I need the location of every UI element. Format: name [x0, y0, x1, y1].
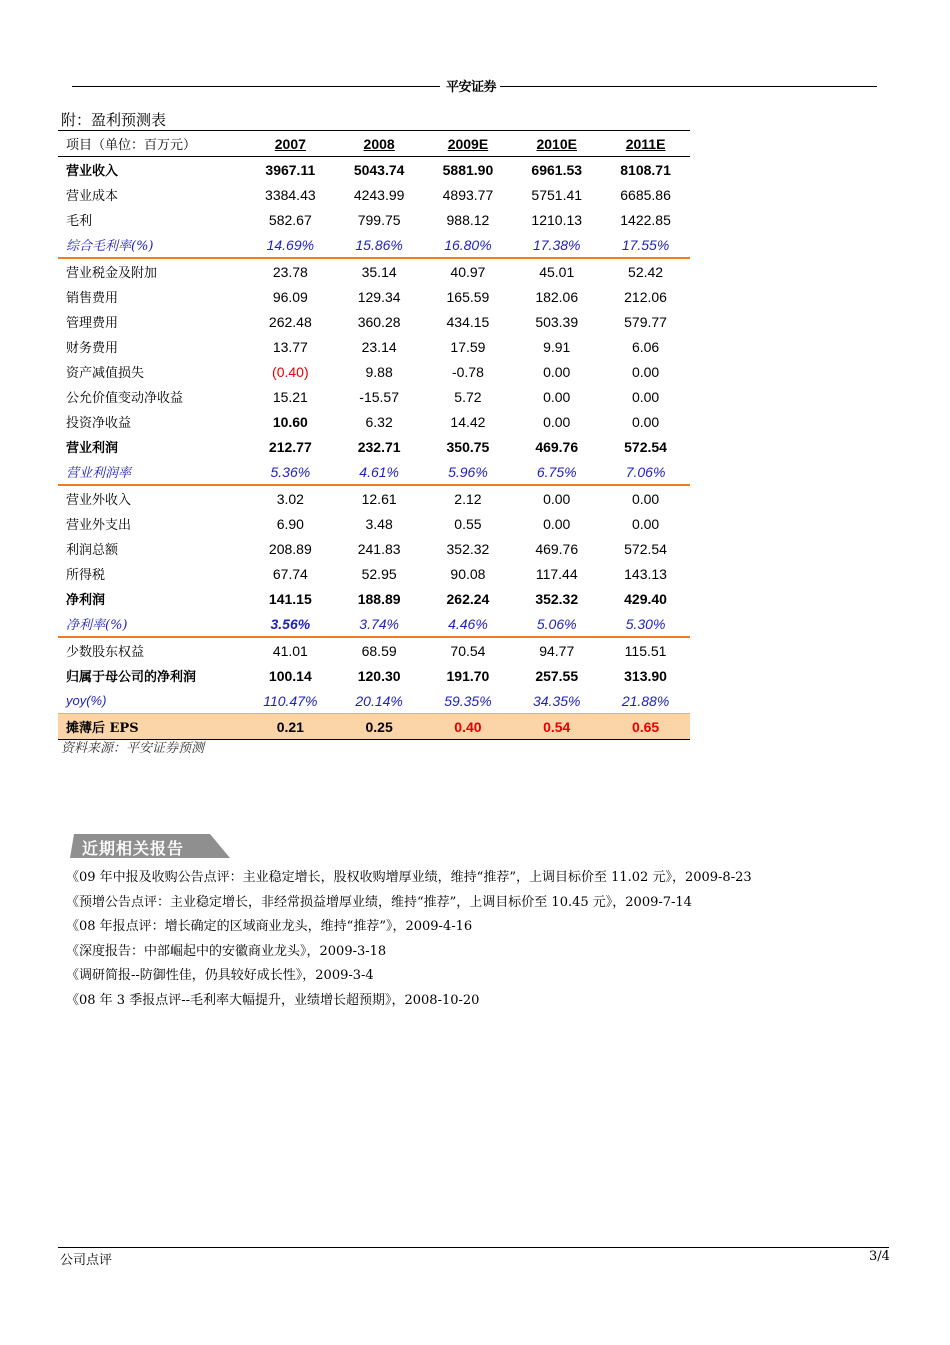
cell: 0.00: [543, 413, 571, 430]
cell: 988.12: [446, 211, 490, 228]
cell: 257.55: [535, 667, 579, 684]
row-label: 销售费用: [66, 291, 119, 306]
cell: 1422.85: [620, 211, 671, 228]
cell: 23.78: [246, 258, 335, 284]
report-link[interactable]: 《08 年报点评：增长确定的区域商业龙头，维持“推荐”》，2009-4-16: [66, 919, 473, 934]
table-row: [58, 561, 690, 586]
cell: 188.89: [357, 590, 401, 607]
row-label: 归属于母公司的净利润: [66, 670, 197, 685]
cell: 165.59: [446, 288, 490, 305]
cell: 0.54: [512, 714, 601, 740]
cell: 117.44: [535, 565, 578, 582]
table-source-note: 资料来源：平安证券预测: [61, 741, 205, 756]
year-header: 2009E: [447, 135, 489, 152]
cell: 0.00: [512, 485, 601, 511]
cell: 5.30%: [625, 615, 666, 632]
related-reports-list: [66, 866, 752, 1013]
report-link[interactable]: 《预增公告点评：主业稳定增长，非经常损益增厚业绩，维持“推荐”，上调目标价至 10.45 元》，2009-7-14: [66, 894, 692, 910]
eps-row: [58, 714, 690, 740]
row-label: 综合毛利率(%): [66, 239, 154, 254]
table-row: [58, 334, 690, 359]
table-row: [58, 586, 690, 611]
cell: 5.72: [454, 388, 482, 405]
cell: 21.88%: [601, 688, 690, 714]
cell: 10.60: [272, 413, 308, 430]
cell: 352.32: [446, 540, 490, 557]
row-label: 资产减值损失: [66, 366, 145, 381]
footer-rule: [58, 1247, 889, 1248]
year-header: 2008: [363, 135, 395, 152]
cell: 262.24: [446, 590, 490, 607]
cell: 313.90: [624, 667, 667, 684]
table-row: [58, 284, 690, 309]
brand-logo: 平安证券: [446, 80, 497, 95]
cell: 0.00: [631, 388, 660, 405]
cell: 20.14%: [335, 688, 424, 714]
row-label: 净利润: [66, 593, 106, 608]
cell: 96.09: [272, 288, 308, 305]
cell: 6.90: [276, 515, 304, 532]
footer-doc-type: 公司点评: [60, 1253, 113, 1268]
cell: -15.57: [359, 388, 399, 405]
cell: 59.35%: [424, 688, 513, 714]
cell: 6685.86: [620, 186, 671, 203]
cell: 0.00: [543, 388, 571, 405]
section-heading-text: 近期相关报告: [82, 839, 185, 858]
row-label: 公允价值变动净收益: [66, 391, 184, 406]
cell: 0.00: [631, 413, 660, 430]
cell: 129.34: [357, 288, 401, 305]
report-link[interactable]: 《09 年中报及收购公告点评：主业稳定增长，股权收购增厚业绩，维持“推荐”，上调目标价至 11.02 元》，2009-8-23: [66, 870, 752, 885]
cell: 9.88: [365, 363, 393, 380]
cell: 17.38%: [532, 236, 581, 253]
table-row: [58, 207, 690, 232]
report-link[interactable]: 《调研简报--防御性佳，仍具较好成长性》，2009-3-4: [66, 968, 374, 983]
table-row: [58, 182, 690, 207]
cell: 4.61%: [359, 463, 399, 480]
cell: 17.59: [450, 338, 486, 355]
row-label: 财务费用: [66, 341, 119, 356]
cell: 3384.43: [265, 186, 316, 203]
cell: 6.32: [365, 413, 393, 430]
row-label: 净利率(%): [66, 618, 128, 633]
cell: 262.48: [268, 313, 312, 330]
cell: 41.01: [246, 637, 335, 663]
cell: 141.15: [268, 590, 312, 607]
row-label: 营业税金及附加: [58, 258, 246, 284]
table-row: [58, 258, 690, 284]
table-row: [58, 409, 690, 434]
cell: 5.06%: [536, 615, 577, 632]
earnings-forecast-table: [58, 130, 690, 740]
row-label: 利润总额: [66, 543, 119, 558]
table-row: [58, 536, 690, 561]
cell: 0.21: [246, 714, 335, 740]
cell: (0.40): [272, 363, 309, 380]
cell: 52.42: [601, 258, 690, 284]
cell: 13.77: [272, 338, 308, 355]
header-rule-right: [500, 86, 877, 87]
row-label: 营业外收入: [58, 485, 246, 511]
cell: 40.97: [424, 258, 513, 284]
cell: 9.91: [543, 338, 571, 355]
table-row: [58, 384, 690, 409]
table-row: [58, 232, 690, 258]
cell: 7.06%: [625, 463, 666, 480]
table-title: 附：盈利预测表: [61, 111, 167, 129]
cell: 0.65: [601, 714, 690, 740]
table-row: [58, 688, 690, 714]
cell: 0.00: [631, 515, 660, 532]
cell: 241.83: [357, 540, 401, 557]
cell: 6961.53: [531, 161, 583, 178]
cell: 1210.13: [531, 211, 583, 228]
table-row: [58, 611, 690, 637]
cell: 3.74%: [359, 615, 399, 632]
cell: 572.54: [624, 438, 667, 455]
cell: 469.76: [535, 540, 579, 557]
row-label: 所得税: [66, 568, 106, 583]
cell: 360.28: [357, 313, 401, 330]
cell: 212.77: [268, 438, 312, 455]
cell: 5043.74: [353, 161, 405, 178]
cell: 5881.90: [442, 161, 494, 178]
cell: 35.14: [335, 258, 424, 284]
header-rule-left: [72, 86, 440, 87]
cell: 67.74: [272, 565, 308, 582]
year-header: 2011E: [625, 135, 666, 152]
row-label: 营业利润: [66, 441, 119, 456]
cell: 52.95: [361, 565, 397, 582]
report-link[interactable]: 《08 年 3 季报点评--毛利率大幅提升，业绩增长超预期》，2008-10-20: [66, 992, 480, 1008]
cell: 434.15: [446, 313, 490, 330]
cell: 68.59: [335, 637, 424, 663]
cell: 352.32: [535, 590, 579, 607]
cell: 8108.71: [620, 161, 671, 178]
table-row: [58, 511, 690, 536]
table-row: [58, 359, 690, 384]
cell: 582.67: [268, 211, 312, 228]
year-header: 2007: [274, 135, 306, 152]
cell: 429.40: [624, 590, 667, 607]
cell: 182.06: [535, 288, 579, 305]
table-header-row: [58, 131, 690, 157]
row-label: 毛利: [66, 214, 93, 229]
cell: 14.42: [450, 413, 486, 430]
row-label: yoy(%): [58, 688, 246, 714]
cell: 45.01: [512, 258, 601, 284]
row-label: 营业成本: [66, 189, 119, 204]
cell: 16.80%: [444, 236, 492, 253]
cell: 120.30: [357, 667, 401, 684]
table-row: [58, 157, 690, 183]
table-row: [58, 434, 690, 459]
table-row: [58, 637, 690, 663]
cell: 4.46%: [448, 615, 488, 632]
cell: 0.00: [631, 363, 660, 380]
cell: 0.40: [424, 714, 513, 740]
cell: 15.21: [272, 388, 308, 405]
table-row: [58, 459, 690, 485]
cell: 4893.77: [442, 186, 494, 203]
cell: 212.06: [624, 288, 667, 305]
cell: 12.61: [335, 485, 424, 511]
cell: 90.08: [450, 565, 486, 582]
header-label: 项目（单位：百万元）: [66, 138, 197, 153]
cell: 17.55%: [621, 236, 670, 253]
cell: 3.56%: [270, 615, 311, 632]
cell: 115.51: [601, 637, 690, 663]
cell: 14.69%: [266, 236, 315, 253]
cell: 3967.11: [265, 161, 316, 178]
cell: 15.86%: [355, 236, 403, 253]
cell: 4243.99: [353, 186, 405, 203]
cell: 5.96%: [448, 463, 488, 480]
row-label: 营业外支出: [66, 518, 132, 533]
cell: 110.47%: [246, 688, 335, 714]
cell: 0.00: [601, 485, 690, 511]
row-label: 投资净收益: [66, 416, 132, 431]
row-label: 管理费用: [66, 316, 119, 331]
cell: 232.71: [357, 438, 401, 455]
cell: 70.54: [424, 637, 513, 663]
cell: 6.06: [631, 338, 660, 355]
cell: 350.75: [446, 438, 490, 455]
row-label: 营业收入: [66, 164, 119, 179]
cell: 0.25: [335, 714, 424, 740]
cell: 0.55: [454, 515, 482, 532]
table-row: [58, 309, 690, 334]
table-row: [58, 485, 690, 511]
cell: 579.77: [624, 313, 667, 330]
cell: 191.70: [446, 667, 490, 684]
cell: 94.77: [512, 637, 601, 663]
cell: 208.89: [268, 540, 312, 557]
cell: 23.14: [361, 338, 397, 355]
cell: 799.75: [357, 211, 401, 228]
section-heading-related-reports: [70, 834, 230, 858]
year-header: 2010E: [536, 135, 577, 152]
cell: -0.78: [451, 363, 484, 380]
row-label: 少数股东权益: [58, 637, 246, 663]
row-label: 营业利润率: [66, 466, 132, 481]
cell: 100.14: [268, 667, 312, 684]
cell: 6.75%: [536, 463, 577, 480]
report-link[interactable]: 《深度报告：中部崛起中的安徽商业龙头》，2009-3-18: [66, 943, 387, 959]
cell: 503.39: [535, 313, 579, 330]
row-label: 摊薄后 EPS: [58, 714, 246, 740]
cell: 5751.41: [531, 186, 583, 203]
cell: 0.00: [543, 363, 571, 380]
table-row: [58, 663, 690, 688]
cell: 143.13: [624, 565, 667, 582]
cell: 572.54: [624, 540, 667, 557]
cell: 34.35%: [512, 688, 601, 714]
cell: 2.12: [424, 485, 513, 511]
cell: 3.02: [246, 485, 335, 511]
cell: 0.00: [543, 515, 571, 532]
page-number: 3/4: [869, 1249, 890, 1264]
cell: 5.36%: [270, 463, 311, 480]
cell: 469.76: [535, 438, 579, 455]
cell: 3.48: [365, 515, 393, 532]
